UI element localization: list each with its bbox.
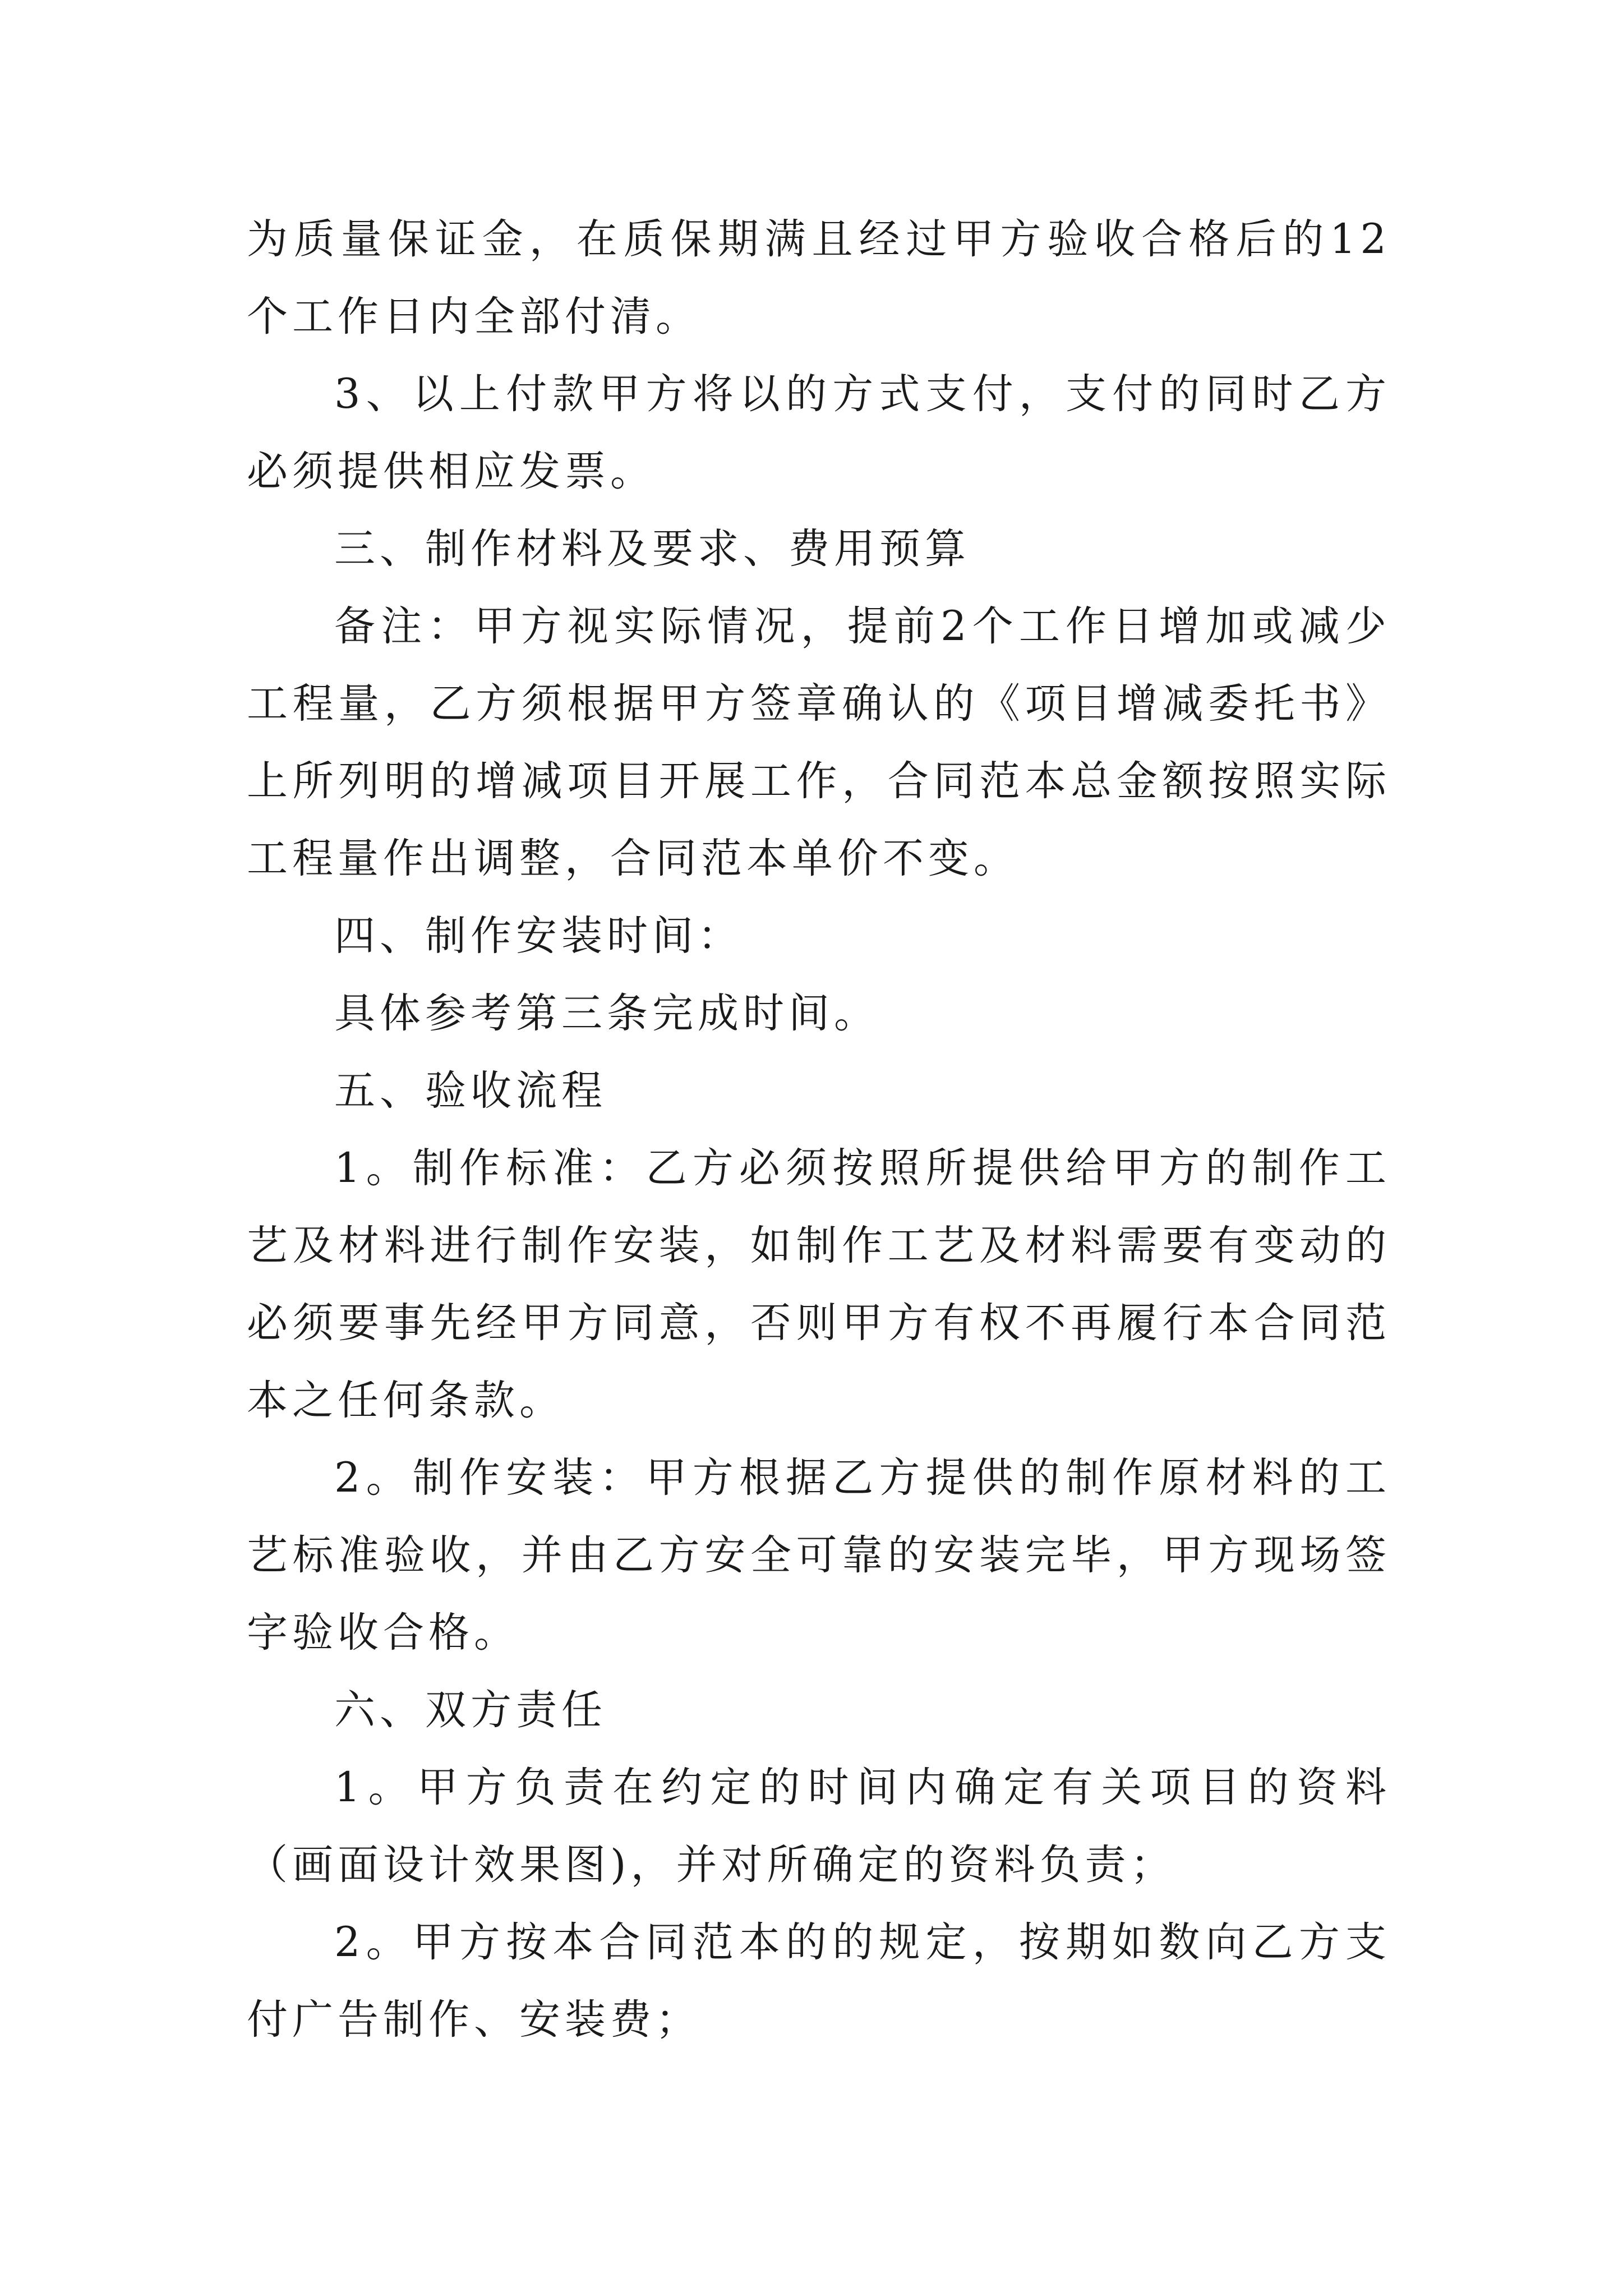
section-heading-materials: 三、制作材料及要求、费用预算 [334,525,970,573]
paragraph-quality-deposit: 为质量保证金，在质保期满且经过甲方验收合格后的12个工作日内全部付清。 [247,215,1391,341]
paragraph-production-installation: 2。制作安装：甲方根据乙方提供的制作原材料的工艺标准验收，并由乙方安全可靠的安装完毕，甲方现场签字验收合格。 [247,1454,1391,1657]
paragraph-payment-method: 3、以上付款甲方将以的方式支付，支付的同时乙方必须提供相应发票。 [247,370,1391,495]
paragraph-completion-reference: 具体参考第三条完成时间。 [334,990,879,1037]
paragraph-remarks: 备注：甲方视实际情况，提前2个工作日增加或减少工程量，乙方须根据甲方签章确认的《项目增减委托书》上所列明的增减项目开展工作，合同范本总金额按照实际工程量作出调整，合同范本单价不变。 [247,602,1391,882]
paragraph-party-a-payment: 2。甲方按本合同范本的的规定，按期如数向乙方支付广告制作、安装费； [247,1918,1391,2044]
section-heading-responsibilities: 六、双方责任 [334,1686,607,1734]
document-body [247,201,1391,2059]
paragraph-party-a-materials: 1。甲方负责在约定的时间内确定有关项目的资料（画面设计效果图)，并对所确定的资料负责； [247,1764,1391,1889]
section-heading-acceptance: 五、验收流程 [334,1067,607,1115]
section-heading-install-time: 四、制作安装时间： [334,912,743,960]
paragraph-production-standard: 1。制作标准：乙方必须按照所提供给甲方的制作工艺及材料进行制作安装，如制作工艺及材料需要有变动的必须要事先经甲方同意，否则甲方有权不再履行本合同范本之任何条款。 [247,1144,1391,1424]
